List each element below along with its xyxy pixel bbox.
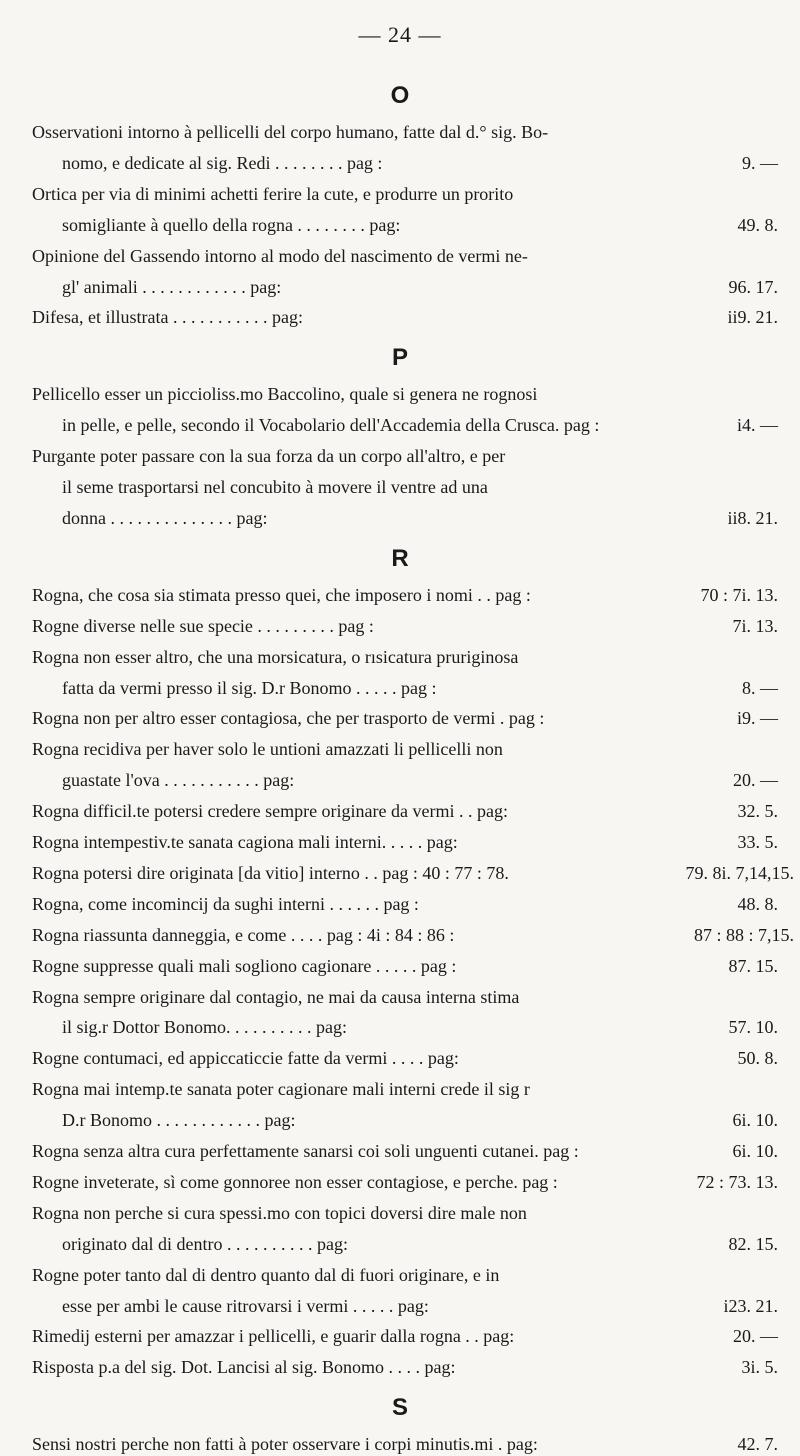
entry-line: Rogne poter tanto dal di dentro quanto dal di fuori originare, e in [32,1264,500,1285]
entry-line: Rogna sempre originare dal contagio, ne mai da causa interna stima [32,986,520,1007]
entry-line: Sensi nostri perche non fatti à poter osservare i corpi minutis.mi . pag: [32,1434,538,1455]
entry-line: Rogna non per altro esser contagiosa, che per trasporto de vermi . pag : [32,708,545,729]
entry-line: Rogna difficil.te potersi credere sempre originare da vermi . . pag: [32,801,508,822]
entry-ref: 8. — [742,677,778,698]
entry-ref: 20. — [733,770,778,791]
entry-line: Pellicello esser un piccioliss.mo Baccolino, quale si genera ne rognosi [32,384,538,405]
entry-line: Rogna mai intemp.te sanata poter cagionare mali interni crede il sig r [32,1079,530,1100]
entry-ref: 87. 15. [728,955,778,976]
entry-ref: 96. 17. [728,276,778,297]
entry-line: Ortica per via di minimi achetti ferire la cute, e produrre un prorito [32,183,514,204]
entry-line: originato dal di dentro . . . . . . . . . . pag: [62,1233,348,1254]
entry-ref: 57. 10. [728,1017,778,1038]
section-letter-p: P [391,344,408,372]
entry-ref: 32. 5. [737,801,778,822]
entry-ref: ii8. 21. [727,507,778,528]
entry-ref: i23. 21. [723,1295,778,1316]
entry-ref: 70 : 7i. 13. [700,584,778,605]
entry-line: Opinione del Gassendo intorno al modo del nascimento de vermi ne- [32,245,528,266]
entry-line: Rogna, che cosa sia stimata presso quei, che imposero i nomi . . pag : [32,584,531,605]
entry-ref: 72 : 73. 13. [696,1171,778,1192]
entry-line: D.r Bonomo . . . . . . . . . . . . pag: [62,1110,296,1131]
entry-ref: 3i. 5. [741,1357,778,1378]
entry-line: Rogna non esser altro, che una morsicatura, o rısicatura pruriginosa [32,646,519,667]
entry-ref: 87 : 88 : 7,15. [693,924,794,945]
entry-line: Rogne suppresse quali mali sogliono cagionare . . . . . pag : [32,955,457,976]
page-number: — 24 — [358,22,442,47]
entry-line: fatta da vermi presso il sig. D.r Bonomo . . . . . pag : [62,677,437,698]
entry-ref: ii9. 21. [727,307,778,328]
entry-ref: 20. — [733,1326,778,1347]
entry-ref: 6i. 10. [732,1141,778,1161]
entry-line: Purgante poter passare con la sua forza da un corpo all'altro, e per [32,446,506,467]
entry-line: il sig.r Dottor Bonomo. . . . . . . . . . pag: [62,1017,347,1038]
entry-ref: 6i. 10. [732,1110,778,1131]
entry-line: Rogna riassunta danneggia, e come . . . . pag : 4i : 84 : 86 : [32,924,455,945]
entry-line: Difesa, et illustrata . . . . . . . . . . . pag: [32,307,303,328]
entry-ref: 33. 5. [737,832,778,852]
entry-line: Rogne inveterate, sì come gonnoree non esser contagiose, e perche. pag : [32,1171,558,1192]
entry-ref: 7i. 13. [732,615,778,636]
entry-ref: 79. 8i. 7,14,15. [685,862,794,883]
entry-line: Rimedij esterni per amazzar i pellicelli, e guarir dalla rogna . . pag: [32,1326,515,1347]
entry-line: Rogna non perche si cura spessi.mo con topici doversi dire male non [32,1202,527,1223]
entry-line: Rogna intempestiv.te sanata cagiona mali interni. . . . . pag: [32,832,458,852]
entry-line: guastate l'ova . . . . . . . . . . . pag: [62,770,295,791]
entry-line: Rogna potersi dire originata [da vitio] interno . . pag : 40 : 77 : 78. [32,862,509,883]
entry-line: somigliante à quello della rogna . . . . . . . . pag: [62,214,401,235]
entry-line: donna . . . . . . . . . . . . . . pag: [62,507,268,528]
entry-ref: i4. — [736,415,778,436]
entry-ref: 42. 7. [737,1434,778,1455]
entry-ref: 50. 8. [737,1048,778,1069]
section-letter-o: O [390,82,410,109]
entry-ref: i9. — [736,708,778,729]
entry-line: esse per ambi le cause ritrovarsi i vermi . . . . . pag: [62,1295,429,1316]
section-letter-r: R [391,544,409,572]
section-letter-s: S [391,1394,408,1422]
entry-line: Rogna senza altra cura perfettamente sanarsi coi soli unguenti cutanei. pag : [32,1141,579,1161]
entry-ref: 9. — [742,152,778,173]
entry-line: in pelle, e pelle, secondo il Vocabolario dell'Accademia della Crusca. pag : [62,415,600,436]
entry-ref: 82. 15. [728,1233,778,1254]
entry-line: Osservationi intorno à pellicelli del corpo humano, fatte dal d.° sig. Bo- [32,122,549,142]
entry-line: il seme trasportarsi nel concubito à movere il ventre ad una [62,477,488,497]
entry-line: Rogna recidiva per haver solo le untioni amazzati li pellicelli non [32,739,503,760]
entry-line: Rogna, come incominciј da sughi interni . . . . . . pag : [32,893,419,914]
entry-ref: 49. 8. [737,214,778,235]
entry-line: Risposta p.a del sig. Dot. Lancisi al sig. Bonomo . . . . pag: [32,1357,456,1378]
entry-ref: 48. 8. [737,893,778,914]
entry-line: Rogne diverse nelle sue specie . . . . . . . . . pag : [32,615,374,636]
entry-line: nomo, e dedicate al sig. Redi . . . . . . . . pag : [62,152,383,173]
entry-line: Rogne contumaci, ed appiccaticcie fatte da vermi . . . . pag: [32,1048,459,1069]
entry-line: gl' animali . . . . . . . . . . . . pag: [62,276,282,297]
